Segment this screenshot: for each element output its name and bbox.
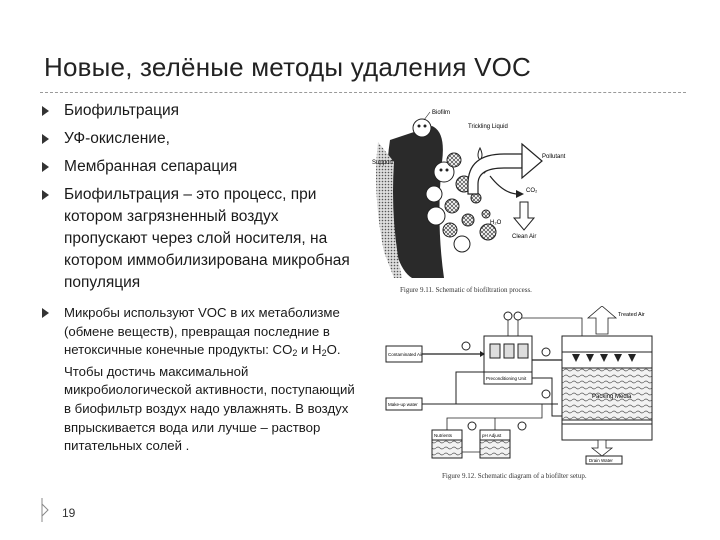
microbe [413,119,431,137]
figure1-caption: Figure 9.11. Schematic of biofiltration process. [400,286,532,294]
pollutant-label: Pollutant [542,154,566,160]
instrument-indicator [462,342,470,350]
instrument-indicator [542,390,550,398]
bullet-item [42,184,362,294]
instrument-indicator [518,422,526,430]
clean-air-arrow [514,202,534,230]
co2-label: CO₂ [526,188,538,194]
slide-title: Новые, зелёные методы удаления VOC [44,52,532,82]
pollutant-particle [480,224,496,240]
bullet-text: Микробы используют VOC в их метаболизме (обмене веществ), превращая последние в нетоксичные конечные продукты: $CO_2$ и $H_2O$. Чтобы достичь максимальной микробиологической активности, поступающий в биофильтр воздух надо увлажнять. В воздух впрыскивается вода или лучше – раствор питательных солей . [64,305,355,454]
bullet-text: Биофильтрация [64,102,180,119]
bullet-item [42,128,362,150]
instrument-indicator [514,312,522,320]
microbe [427,207,445,225]
pollutant-particle [462,214,474,226]
co2-arrow [490,176,518,194]
bullet-list [42,100,362,456]
instrument-indicator [542,348,550,356]
bullet-arrow-icon [42,106,49,116]
biofilm-label: Biofilm [432,110,451,116]
instrument-indicator [504,312,512,320]
footer-marker-icon [40,498,50,522]
clean-air-label: Clean Air [512,234,537,240]
nutrients-label: Nutrients [434,433,453,438]
bullet-arrow-icon [42,190,49,200]
contaminated-air-label: Contaminated Air [388,352,423,357]
pollutant-particle [447,153,461,167]
biofiltration-process-figure [372,102,672,298]
drain-water-arrow [592,440,612,456]
bullet-item [42,100,362,122]
treated-air-label: Treated Air [618,312,645,318]
microbe [426,186,442,202]
bullet-text: Мембранная сепарация [64,158,238,175]
support-label: Support [372,160,394,166]
bullet-arrow-icon [42,308,49,318]
preconditioning-unit-label: Preconditioning Unit [486,376,527,381]
bullet-text: Биофильтрация – это процесс, при котором загрязненный воздух пропускают через слой носителя, на котором иммобилизирована микробная популяция [64,186,350,291]
page-number: 19 [62,506,76,520]
instrument-indicator [468,422,476,430]
make-up-water-label: Make-up water [388,402,418,407]
bullet-text: УФ-окисление, [64,130,170,147]
trickling-liquid-label: Trickling Liquid [468,124,508,130]
microbe [454,236,470,252]
pollutant-arrow [468,154,522,194]
title-divider [40,92,686,93]
bullet-arrow-icon [42,134,49,144]
pollutant-particle [445,199,459,213]
figure2-caption: Figure 9.12. Schematic diagram of a biofilter setup. [442,472,587,480]
ph-adjust-label: pH Adjust [482,433,502,438]
bullet-item [42,156,362,178]
drain-water-label: Drain Water [589,458,613,463]
packing-media-label: Packing Media [592,394,632,400]
pollutant-particle [443,223,457,237]
treated-air-arrow [588,306,616,334]
biofilter-setup-figure [372,306,672,486]
bullet-item [42,304,364,456]
h2o-label: H₂O [490,220,502,226]
bullet-arrow-icon [42,162,49,172]
pollutant-particle [482,210,490,218]
